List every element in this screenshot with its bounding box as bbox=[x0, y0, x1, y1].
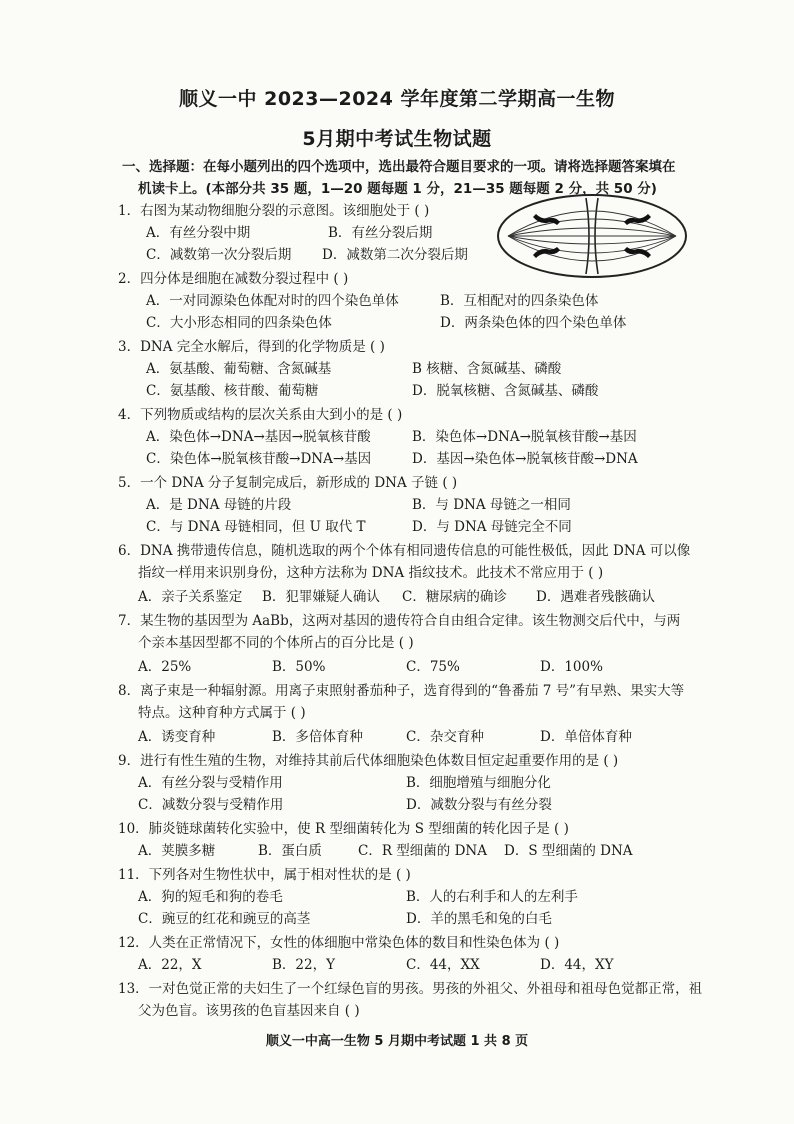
q4-option-a: A．染色体→DNA→基因→脱氧核苷酸 bbox=[146, 429, 371, 445]
q4-option-b: B．染色体→DNA→脱氧核苷酸→基因 bbox=[412, 429, 637, 445]
q4-option-d: D．基因→染色体→脱氧核苷酸→DNA bbox=[412, 451, 638, 467]
q10-option-c: C．R 型细菌的 DNA bbox=[358, 843, 487, 859]
q9-option-d: D．减数分裂与有丝分裂 bbox=[406, 797, 552, 813]
q4-option-c: C．染色体→脱氧核苷酸→DNA→基因 bbox=[146, 451, 372, 467]
q10-option-d: D．S 型细菌的 DNA bbox=[504, 843, 633, 859]
exam-subtitle: 5月期中考试生物试题 bbox=[302, 128, 492, 150]
q7-option-a: A．25% bbox=[138, 659, 192, 675]
q2-option-b: B．互相配对的四条染色体 bbox=[440, 293, 599, 309]
question-8-stem-cont: 特点。这种育种方式属于 ( ) bbox=[138, 705, 306, 721]
q12-option-c: C．44，XX bbox=[406, 957, 480, 973]
q8-option-a: A．诱变育种 bbox=[138, 729, 216, 745]
q7-option-c: C．75% bbox=[406, 659, 460, 675]
q3-option-c: C．氨基酸、核苷酸、葡萄糖 bbox=[146, 383, 319, 399]
q12-option-d: D．44，XY bbox=[540, 957, 614, 973]
question-11-stem: 11．下列各对生物性状中，属于相对性状的是 ( ) bbox=[118, 867, 411, 883]
q9-option-a: A．有丝分裂与受精作用 bbox=[138, 775, 283, 791]
q9-option-b: B．细胞增殖与细胞分化 bbox=[406, 775, 551, 791]
q1-option-b: B．有丝分裂后期 bbox=[328, 225, 433, 241]
q5-option-d: D．与 DNA 母链完全不同 bbox=[412, 519, 572, 535]
q6-option-c: C．糖尿病的确诊 bbox=[402, 589, 507, 605]
q11-option-c: C．豌豆的红花和豌豆的高茎 bbox=[138, 911, 311, 927]
question-8-stem: 8．离子束是一种辐射源。用离子束照射番茄种子，选育得到的“鲁番茄 7 号”有早熟、果实大等 bbox=[118, 683, 685, 699]
q6-option-b: B．犯罪嫌疑人确认 bbox=[262, 589, 380, 605]
q6-option-a: A．亲子关系鉴定 bbox=[138, 589, 243, 605]
question-4-stem: 4．下列物质或结构的层次关系由大到小的是 ( ) bbox=[118, 407, 403, 423]
q1-option-a: A．有丝分裂中期 bbox=[146, 225, 251, 241]
cell-division-diagram bbox=[496, 192, 688, 280]
question-13-stem: 13．一对色觉正常的夫妇生了一个红绿色盲的男孩。男孩的外祖父、外祖母和祖母色觉都正常，祖 bbox=[118, 981, 703, 997]
question-6-stem: 6．DNA 携带遗传信息，随机选取的两个个体有相同遗传信息的可能性极低，因此 DNA 可以像 bbox=[118, 543, 691, 559]
q10-option-b: B．蛋白质 bbox=[258, 843, 322, 859]
question-13-stem-cont: 父为色盲。该男孩的色盲基因来自 ( ) bbox=[138, 1003, 360, 1019]
q11-option-b: B．人的右利手和人的左利手 bbox=[406, 889, 578, 905]
q2-option-a: A．一对同源染色体配对时的四个染色单体 bbox=[146, 293, 399, 309]
q6-option-d: D．遇难者残骸确认 bbox=[536, 589, 655, 605]
q7-option-b: B．50% bbox=[272, 659, 326, 675]
question-6-stem-cont: 指纹一样用来识别身份，这种方法称为 DNA 指纹技术。此技术不常应用于 ( ) bbox=[138, 565, 604, 581]
q5-option-a: A．是 DNA 母链的片段 bbox=[146, 497, 292, 513]
question-7-stem: 7．某生物的基因型为 AaBb，这两对基因的遗传符合自由组合定律。该生物测交后代中，与两 bbox=[118, 613, 681, 629]
page-footer: 顺义一中高一生物 5 月期中考试题 1 共 8 页 bbox=[265, 1034, 529, 1049]
question-2-stem: 2．四分体是细胞在减数分裂过程中 ( ) bbox=[118, 271, 349, 287]
q3-option-b: B 核糖、含氮碱基、磷酸 bbox=[412, 361, 562, 377]
q5-option-b: B．与 DNA 母链之一相同 bbox=[412, 497, 571, 513]
q3-option-a: A．氨基酸、葡萄糖、含氮碱基 bbox=[146, 361, 332, 377]
q1-option-c: C．减数第一次分裂后期 bbox=[146, 247, 292, 263]
q10-option-a: A．荚膜多糖 bbox=[138, 843, 216, 859]
q5-option-c: C．与 DNA 母链相同，但 U 取代 T bbox=[146, 519, 366, 535]
q3-option-d: D．脱氧核糖、含氮碱基、磷酸 bbox=[412, 383, 599, 399]
question-1-stem: 1．右图为某动物细胞分裂的示意图。该细胞处于 ( ) bbox=[118, 203, 430, 219]
section-heading: 一、选择题：在每小题列出的四个选项中，选出最符合题目要求的一项。请将选择题答案填在 bbox=[122, 159, 676, 175]
q8-option-d: D．单倍体育种 bbox=[540, 729, 632, 745]
question-5-stem: 5．一个 DNA 分子复制完成后，新形成的 DNA 子链 ( ) bbox=[118, 475, 458, 491]
q2-option-d: D．两条染色体的四个染色单体 bbox=[440, 315, 627, 331]
q12-option-a: A．22，X bbox=[138, 957, 202, 973]
q11-option-d: D．羊的黑毛和兔的白毛 bbox=[406, 911, 552, 927]
question-10-stem: 10．肺炎链球菌转化实验中，使 R 型细菌转化为 S 型细菌的转化因子是 ( ) bbox=[118, 821, 569, 837]
q2-option-c: C．大小形态相同的四条染色体 bbox=[146, 315, 332, 331]
question-3-stem: 3．DNA 完全水解后，得到的化学物质是 ( ) bbox=[118, 339, 385, 355]
section-heading-cont: 机读卡上。(本部分共 35 题，1—20 题每题 1 分，21—35 题每题 2 分，共 50 分) bbox=[138, 181, 657, 197]
exam-title: 顺义一中 2023—2024 学年度第二学期高一生物 bbox=[179, 88, 615, 110]
q8-option-b: B．多倍体育种 bbox=[272, 729, 363, 745]
question-9-stem: 9．进行有性生殖的生物，对维持其前后代体细胞染色体数目恒定起重要作用的是 ( ) bbox=[118, 753, 619, 769]
question-12-stem: 12．人类在正常情况下，女性的体细胞中常染色体的数目和性染色体为 ( ) bbox=[118, 935, 560, 951]
q1-option-d: D．减数第二次分裂后期 bbox=[322, 247, 468, 263]
q7-option-d: D．100% bbox=[540, 659, 603, 675]
q8-option-c: C．杂交育种 bbox=[406, 729, 484, 745]
question-7-stem-cont: 个亲本基因型都不同的个体所占的百分比是 ( ) bbox=[138, 635, 414, 651]
q11-option-a: A．狗的短毛和狗的卷毛 bbox=[138, 889, 283, 905]
q9-option-c: C．减数分裂与受精作用 bbox=[138, 797, 284, 813]
q12-option-b: B．22，Y bbox=[272, 957, 336, 973]
